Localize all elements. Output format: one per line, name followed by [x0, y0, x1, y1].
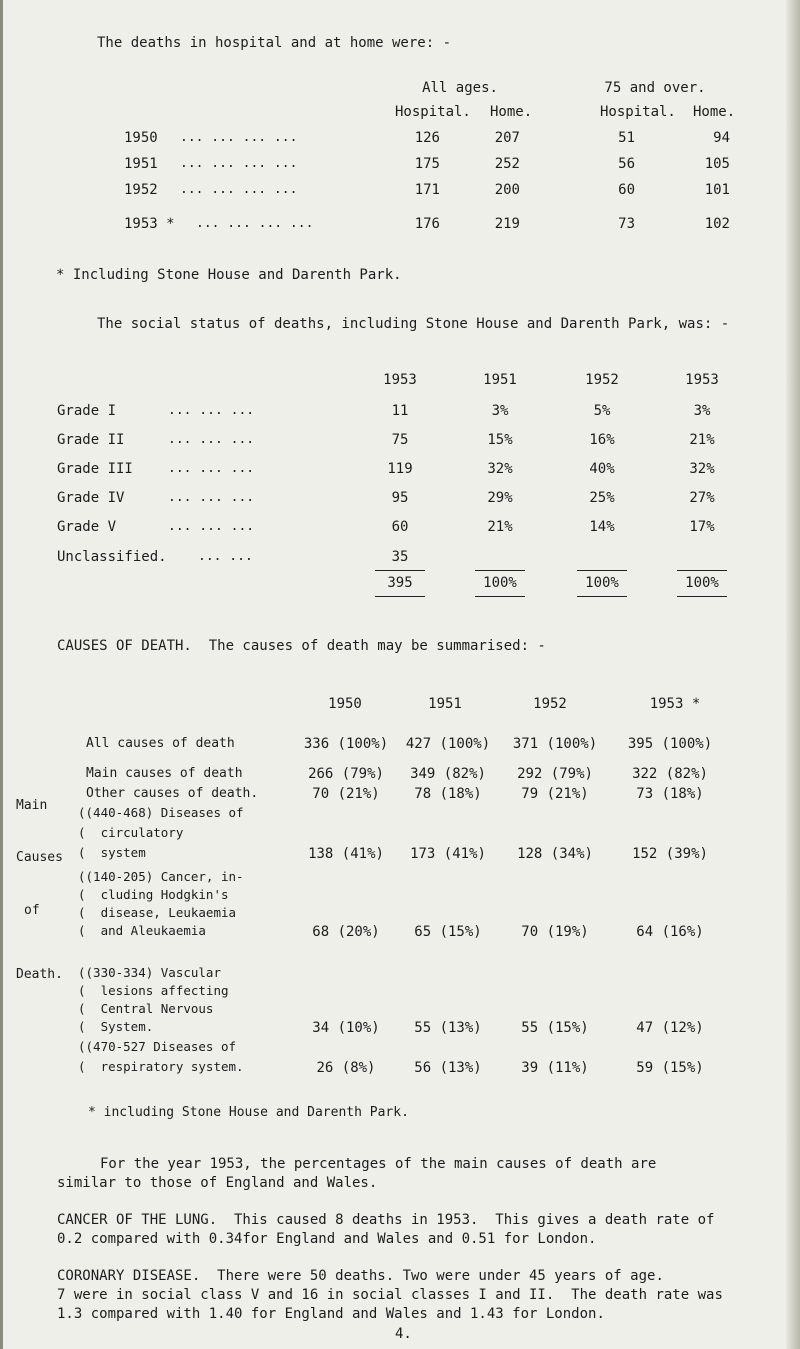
- count: 35: [391, 549, 409, 565]
- col-header: 1953: [685, 372, 719, 388]
- cause-value: 56 (13%): [414, 1060, 482, 1076]
- cause-value: 78 (18%): [414, 786, 482, 802]
- row-year: 1952: [124, 182, 158, 198]
- side-label-of: of: [24, 903, 40, 918]
- cause-value: 64 (16%): [636, 924, 704, 940]
- row-leader: ... ... ...: [168, 490, 255, 505]
- pct-1952: 14%: [589, 519, 615, 535]
- cause-value: 138 (41%): [308, 846, 384, 862]
- paragraph-line: similar to those of England and Wales.: [57, 1175, 378, 1191]
- pct-1953: 21%: [689, 432, 715, 448]
- cause-value: 47 (12%): [636, 1020, 704, 1036]
- header-hospital-1: Hospital.: [395, 104, 471, 120]
- count: 95: [391, 490, 409, 506]
- cause-value: 336 (100%): [303, 736, 389, 752]
- count: 75: [391, 432, 409, 448]
- header-all-ages: All ages.: [422, 80, 498, 96]
- row-leader: ... ... ...: [168, 403, 255, 418]
- cause-value: 73 (18%): [636, 786, 704, 802]
- social-heading: The social status of deaths, including Stone House and Darenth Park, was: -: [97, 316, 730, 332]
- cause-value: 322 (82%): [632, 766, 708, 782]
- hospital-75: 73: [618, 216, 635, 232]
- count: 11: [391, 403, 409, 419]
- hospital-all: 171: [414, 182, 440, 198]
- count: 119: [387, 461, 413, 477]
- pct-1953: 32%: [689, 461, 715, 477]
- paragraph-line: For the year 1953, the percentages of the main causes of death are: [100, 1156, 657, 1172]
- home-all: 252: [494, 156, 520, 172]
- grade-label: Grade II: [57, 432, 125, 448]
- pct-1951: 32%: [487, 461, 513, 477]
- pct-1951: 15%: [487, 432, 513, 448]
- header-hospital-2: Hospital.: [600, 104, 676, 120]
- cause-value: 55 (13%): [414, 1020, 482, 1036]
- cause-value: 292 (79%): [517, 766, 593, 782]
- paragraph-line: CORONARY DISEASE. There were 50 deaths. Two were under 45 years of age.: [57, 1268, 664, 1284]
- home-all: 207: [494, 130, 520, 146]
- hospital-75: 51: [618, 130, 635, 146]
- double-rule-line: [677, 596, 727, 597]
- row-leader: ... ... ...: [168, 461, 255, 476]
- cause-label: ((440-468) Diseases of: [78, 805, 244, 820]
- cause-label: ( disease, Leukaemia: [78, 905, 237, 920]
- cause-value: 349 (82%): [410, 766, 486, 782]
- total-1953: 100%: [685, 575, 719, 591]
- pct-1952: 40%: [589, 461, 615, 477]
- pct-1951: 29%: [487, 490, 513, 506]
- pct-1952: 5%: [593, 403, 611, 419]
- paragraph-line: CANCER OF THE LUNG. This caused 8 deaths in 1953. This gives a death rate of: [57, 1212, 715, 1228]
- deaths-footnote: * Including Stone House and Darenth Park.: [56, 267, 402, 283]
- header-75-over: 75 and over.: [604, 80, 706, 96]
- year-header: 1953 *: [649, 696, 701, 712]
- cause-value: 266 (79%): [308, 766, 384, 782]
- row-leader: ... ...: [198, 549, 253, 564]
- col-header: 1951: [483, 372, 517, 388]
- paragraph-line: 1.3 compared with 1.40 for England and Wales and 1.43 for London.: [57, 1306, 605, 1322]
- hospital-75: 60: [618, 182, 635, 198]
- cause-value: 70 (19%): [521, 924, 589, 940]
- home-all: 219: [494, 216, 520, 232]
- pct-1953: 17%: [689, 519, 715, 535]
- total-1952: 100%: [585, 575, 619, 591]
- home-75: 102: [704, 216, 730, 232]
- cause-label: ((330-334) Vascular: [78, 965, 221, 980]
- home-75: 105: [704, 156, 730, 172]
- count: 60: [391, 519, 409, 535]
- page-left-edge: [0, 0, 3, 1349]
- row-leader: ... ... ... ...: [180, 156, 298, 171]
- cause-label: ( cluding Hodgkin's: [78, 887, 229, 902]
- row-leader: ... ... ...: [168, 519, 255, 534]
- cause-value: 128 (34%): [517, 846, 593, 862]
- cause-label: All causes of death: [86, 736, 235, 751]
- pct-1953: 27%: [689, 490, 715, 506]
- cause-label: ( system: [78, 845, 146, 860]
- cause-label: ( lesions affecting: [78, 983, 229, 998]
- cause-value: 55 (15%): [521, 1020, 589, 1036]
- hospital-all: 175: [414, 156, 440, 172]
- cause-value: 173 (41%): [410, 846, 486, 862]
- rule-line: [375, 570, 425, 571]
- page-number: 4.: [395, 1326, 412, 1342]
- double-rule-line: [375, 596, 425, 597]
- col-header: 1952: [585, 372, 619, 388]
- grade-label: Grade V: [57, 519, 117, 535]
- row-year: 1951: [124, 156, 158, 172]
- header-home-2: Home.: [693, 104, 736, 120]
- cause-value: 39 (11%): [521, 1060, 589, 1076]
- home-75: 94: [713, 130, 730, 146]
- year-header: 1952: [533, 696, 567, 712]
- pct-1952: 16%: [589, 432, 615, 448]
- cause-value: 371 (100%): [512, 736, 598, 752]
- col-header: 1953: [383, 372, 417, 388]
- pct-1951: 21%: [487, 519, 513, 535]
- cause-value: 79 (21%): [521, 786, 589, 802]
- rule-line: [577, 570, 627, 571]
- hospital-75: 56: [618, 156, 635, 172]
- grade-label: Grade I: [57, 403, 117, 419]
- cause-value: 34 (10%): [312, 1020, 380, 1036]
- rule-line: [475, 570, 525, 571]
- row-leader: ... ... ...: [168, 432, 255, 447]
- home-75: 101: [704, 182, 730, 198]
- paragraph-line: 7 were in social class V and 16 in social classes I and II. The death rate was: [57, 1287, 723, 1303]
- cause-label: ((140-205) Cancer, in-: [78, 869, 244, 884]
- side-label-causes: Causes: [16, 850, 63, 865]
- total-1951: 100%: [483, 575, 517, 591]
- cause-value: 68 (20%): [312, 924, 380, 940]
- cause-label: ( Central Nervous: [78, 1001, 214, 1016]
- causes-footnote: * including Stone House and Darenth Park.: [88, 1105, 409, 1120]
- cause-label: ( System.: [78, 1019, 154, 1034]
- pct-1951: 3%: [491, 403, 509, 419]
- cause-label: Main causes of death: [86, 766, 243, 781]
- cause-value: 152 (39%): [632, 846, 708, 862]
- hospital-all: 126: [414, 130, 440, 146]
- cause-label: ( circulatory: [78, 825, 184, 840]
- year-header: 1950: [328, 696, 362, 712]
- paragraph-line: 0.2 compared with 0.34for England and Wales and 0.51 for London.: [57, 1231, 597, 1247]
- pct-1952: 25%: [589, 490, 615, 506]
- cause-value: 427 (100%): [405, 736, 491, 752]
- side-label-death: Death.: [16, 967, 63, 982]
- cause-value: 59 (15%): [636, 1060, 704, 1076]
- total-count: 395: [387, 575, 413, 591]
- row-leader: ... ... ... ...: [180, 182, 298, 197]
- row-leader: ... ... ... ...: [196, 216, 314, 231]
- hospital-all: 176: [414, 216, 440, 232]
- causes-heading: CAUSES OF DEATH. The causes of death may be summarised: -: [57, 638, 546, 654]
- rule-line: [677, 570, 727, 571]
- row-leader: ... ... ... ...: [180, 130, 298, 145]
- home-all: 200: [494, 182, 520, 198]
- cause-value: 395 (100%): [627, 736, 713, 752]
- grade-label: Grade III: [57, 461, 133, 477]
- cause-value: 65 (15%): [414, 924, 482, 940]
- intro-text: The deaths in hospital and at home were: -: [97, 35, 452, 51]
- year-header: 1951: [428, 696, 462, 712]
- cause-label: ( respiratory system.: [78, 1059, 244, 1074]
- header-home-1: Home.: [490, 104, 533, 120]
- grade-label: Grade IV: [57, 490, 125, 506]
- double-rule-line: [475, 596, 525, 597]
- page-right-edge: [786, 0, 800, 1349]
- cause-label: Other causes of death.: [86, 786, 259, 801]
- double-rule-line: [577, 596, 627, 597]
- row-year: 1953 *: [124, 216, 175, 232]
- cause-label: ( and Aleukaemia: [78, 923, 206, 938]
- cause-value: 70 (21%): [312, 786, 380, 802]
- pct-1953: 3%: [693, 403, 711, 419]
- grade-label: Unclassified.: [57, 549, 167, 565]
- cause-label: ((470-527 Diseases of: [78, 1039, 237, 1054]
- side-label-main: Main: [16, 798, 48, 813]
- row-year: 1950: [124, 130, 158, 146]
- cause-value: 26 (8%): [316, 1060, 376, 1076]
